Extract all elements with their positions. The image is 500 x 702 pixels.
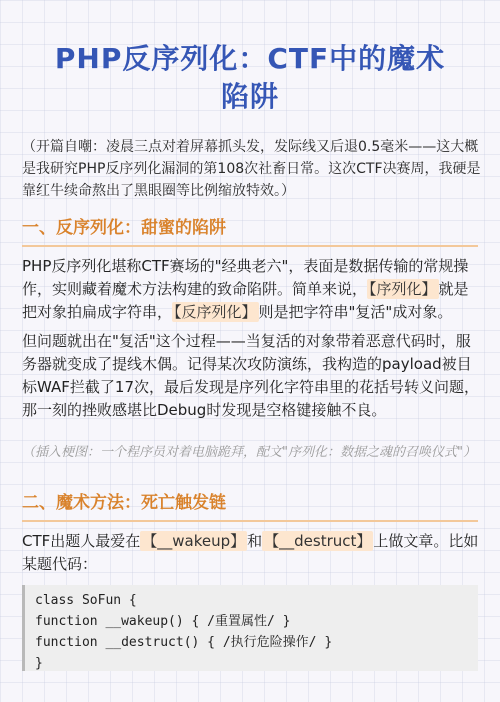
section-1-paragraph-2: 但问题就出在"复活"这个过程——当复活的对象带着恶意代码时，服务器就变成了提线木偶。记得某次攻防演练，我构造的payload被目标WAF拦截了17次，最后发现是序列化字符串里的花括号转义问题，那一刻的挫败感堪比Debug时发现是空格键接触不良。 — [22, 332, 479, 419]
code-line: function __destruct() { /执行危险操作/ } — [35, 635, 333, 650]
section-1-heading: 一、反序列化：甜蜜的陷阱 — [22, 213, 478, 247]
section-1-paragraph-1 — [22, 255, 482, 324]
title-line-2: 陷阱 — [220, 80, 279, 113]
highlight-wakeup: 【__wakeup】 — [142, 532, 246, 550]
intro-paragraph: （开篇自嘲：凌晨三点对着屏幕抓头发，发际线又后退0.5毫米——这大概是我研究PHP反序列化漏洞的第108次社畜日常。这次CTF决赛周，我硬是靠红牛续命熬出了黑眼圈等比例缩放特效。） — [22, 139, 481, 199]
code-line: function __wakeup() { /重置属性/ } — [35, 614, 291, 629]
code-line: class SoFun { — [35, 593, 137, 608]
code-line: } — [35, 656, 43, 671]
highlight-unserialize: 【反序列化】 — [174, 303, 257, 321]
text-run: 上做文章。比如某题代码： — [22, 532, 479, 573]
text-run: 就是把对象拍扁成字符串， — [22, 280, 469, 321]
highlight-destruct: 【__destruct】 — [264, 532, 372, 550]
section-2-heading: 二、魔术方法：死亡触发链 — [22, 488, 478, 522]
code-block — [22, 585, 478, 671]
text-run: 则是把字符串"复活"成对象。 — [258, 303, 453, 321]
image-caption: （插入梗图：一个程序员对着电脑跪拜，配文"序列化：数据之魂的召唤仪式"） — [22, 445, 476, 460]
text-run: CTF出题人最爱在 — [22, 532, 141, 550]
highlight-serialize: 【序列化】 — [369, 280, 437, 298]
article-title — [20, 40, 480, 116]
title-line-1: PHP反序列化：CTF中的魔术 — [54, 42, 446, 75]
text-run: 和 — [247, 532, 263, 550]
text-run: PHP反序列化堪称CTF赛场的"经典老六"，表面是数据传输的常规操作，实则藏着魔术方法构建的致命陷阱。简单来说， — [22, 257, 469, 298]
section-2-paragraph-1 — [22, 530, 482, 576]
